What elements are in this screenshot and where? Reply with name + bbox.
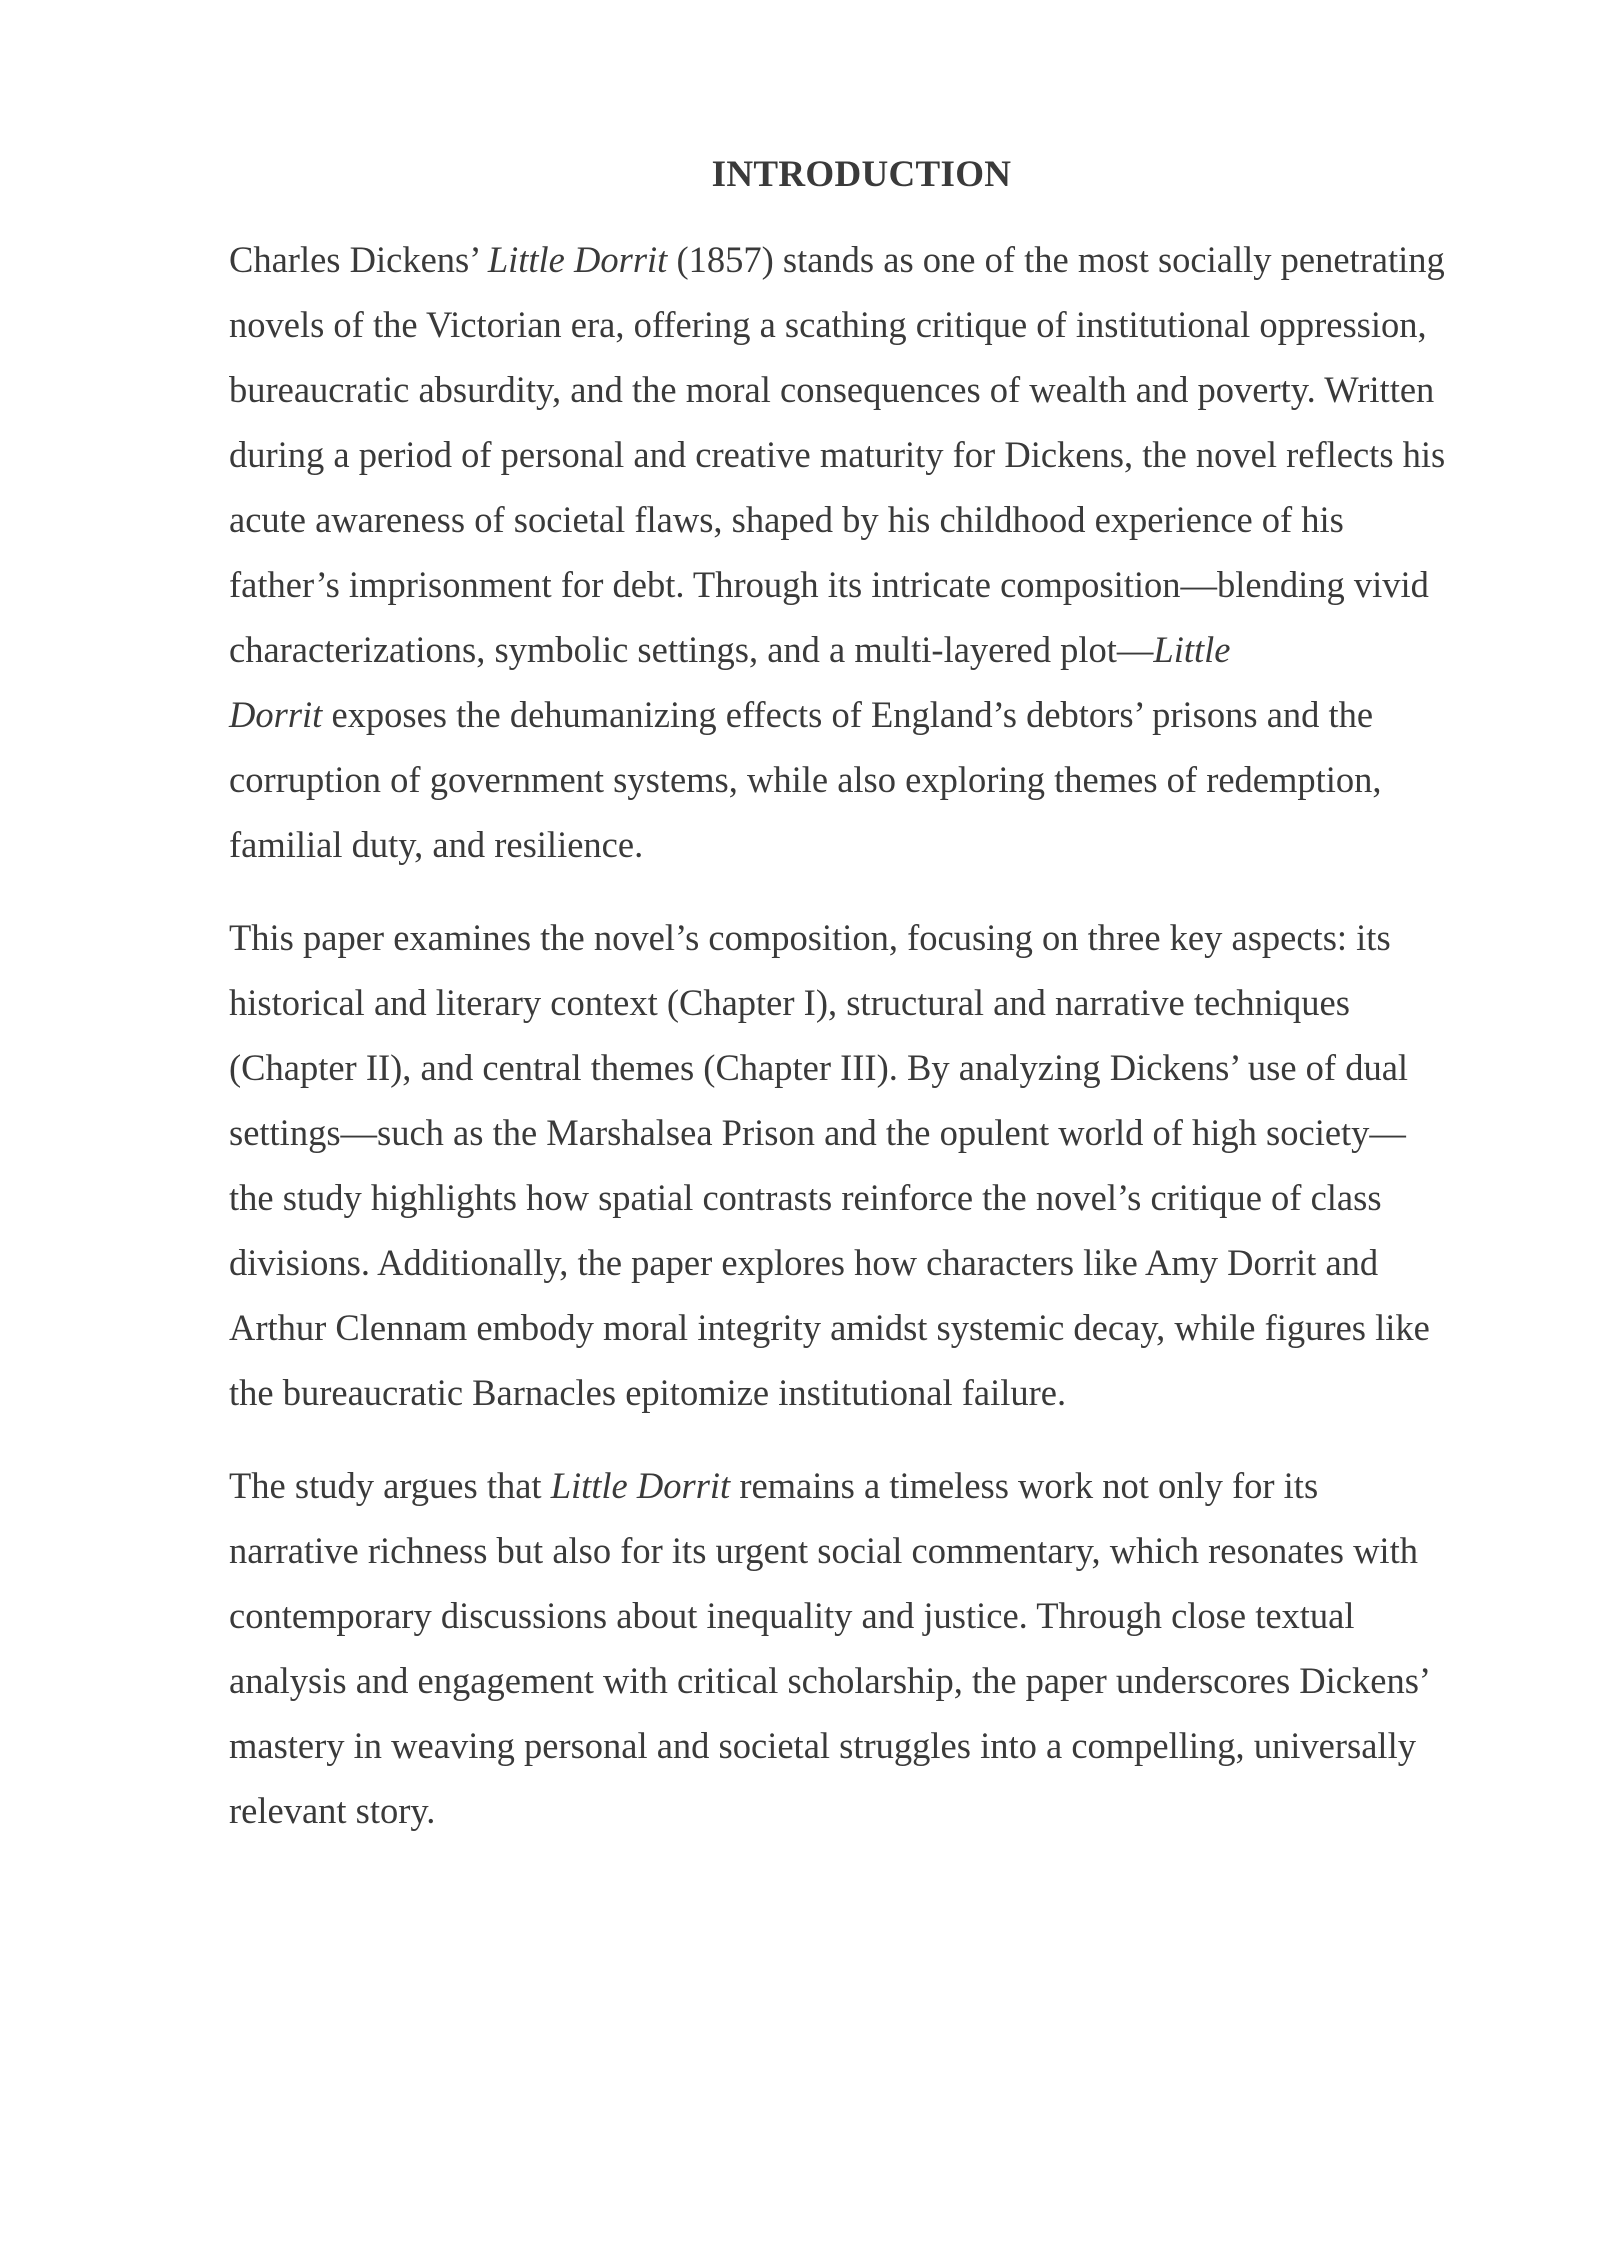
text-run: during a period of personal and creative maturity for Dickens, the novel reflects his (229, 434, 1446, 475)
text-run: relevant story. (229, 1790, 436, 1831)
text-line (229, 1778, 1494, 1843)
text-line (229, 1713, 1494, 1778)
text-run: the bureaucratic Barnacles epitomize institutional failure. (229, 1372, 1067, 1413)
text-run: This paper examines the novel’s composition, focusing on three key aspects: its (229, 917, 1391, 958)
text-line (229, 747, 1494, 812)
text-run: acute awareness of societal flaws, shaped by his childhood experience of his (229, 499, 1344, 540)
document-body (229, 150, 1494, 1871)
italic-title-run: Dorrit (229, 694, 323, 735)
text-line (229, 1035, 1494, 1100)
text-line (229, 617, 1494, 682)
italic-title-run: Little Dorrit (550, 1465, 731, 1506)
body-paragraph (229, 1453, 1494, 1843)
body-paragraph (229, 227, 1494, 877)
text-run: characterizations, symbolic settings, and a multi-layered plot— (229, 629, 1154, 670)
text-line (229, 1583, 1494, 1648)
text-line (229, 970, 1494, 1035)
text-run: the study highlights how spatial contrasts reinforce the novel’s critique of class (229, 1177, 1382, 1218)
text-line (229, 1453, 1494, 1518)
body-paragraph (229, 905, 1494, 1425)
text-line (229, 1100, 1494, 1165)
text-run: exposes the dehumanizing effects of England’s debtors’ prisons and the (322, 694, 1374, 735)
text-line (229, 1230, 1494, 1295)
text-run: familial duty, and resilience. (229, 824, 644, 865)
text-line (229, 1518, 1494, 1583)
text-run: analysis and engagement with critical scholarship, the paper underscores Dickens’ (229, 1660, 1432, 1701)
text-line (229, 1360, 1494, 1425)
text-run: remains a timeless work not only for its (730, 1465, 1319, 1506)
text-run: father’s imprisonment for debt. Through its intricate composition—blending vivid (229, 564, 1429, 605)
text-line (229, 1295, 1494, 1360)
text-run: Arthur Clennam embody moral integrity amidst systemic decay, while figures like (229, 1307, 1430, 1348)
text-line (229, 552, 1494, 617)
text-run: historical and literary context (Chapter I), structural and narrative techniques (229, 982, 1350, 1023)
italic-title-run: Little Dorrit (487, 239, 668, 280)
page-title: INTRODUCTION (711, 154, 1012, 195)
text-line (229, 227, 1494, 292)
text-line (229, 422, 1494, 487)
text-run: (1857) stands as one of the most socially penetrating (667, 239, 1445, 280)
text-line (229, 905, 1494, 970)
text-line (229, 292, 1494, 357)
text-run: settings—such as the Marshalsea Prison and the opulent world of high society— (229, 1112, 1406, 1153)
text-line (229, 1165, 1494, 1230)
text-line (229, 682, 1494, 747)
text-run: narrative richness but also for its urgent social commentary, which resonates with (229, 1530, 1418, 1571)
text-line (229, 1648, 1494, 1713)
text-line (229, 487, 1494, 552)
text-run: The study argues that (229, 1465, 551, 1506)
text-line (229, 357, 1494, 422)
text-run: Charles Dickens’ (229, 239, 488, 280)
text-run: corruption of government systems, while also exploring themes of redemption, (229, 759, 1382, 800)
text-run: bureaucratic absurdity, and the moral consequences of wealth and poverty. Written (229, 369, 1435, 410)
text-run: contemporary discussions about inequality and justice. Through close textual (229, 1595, 1355, 1636)
text-line (229, 812, 1494, 877)
italic-title-run: Little (1153, 629, 1231, 670)
text-run: novels of the Victorian era, offering a scathing critique of institutional oppression, (229, 304, 1427, 345)
text-run: (Chapter II), and central themes (Chapter III). By analyzing Dickens’ use of dual (229, 1047, 1409, 1088)
text-run: divisions. Additionally, the paper explores how characters like Amy Dorrit and (229, 1242, 1379, 1283)
paragraph-list (229, 227, 1494, 1843)
text-run: mastery in weaving personal and societal struggles into a compelling, universally (229, 1725, 1416, 1766)
